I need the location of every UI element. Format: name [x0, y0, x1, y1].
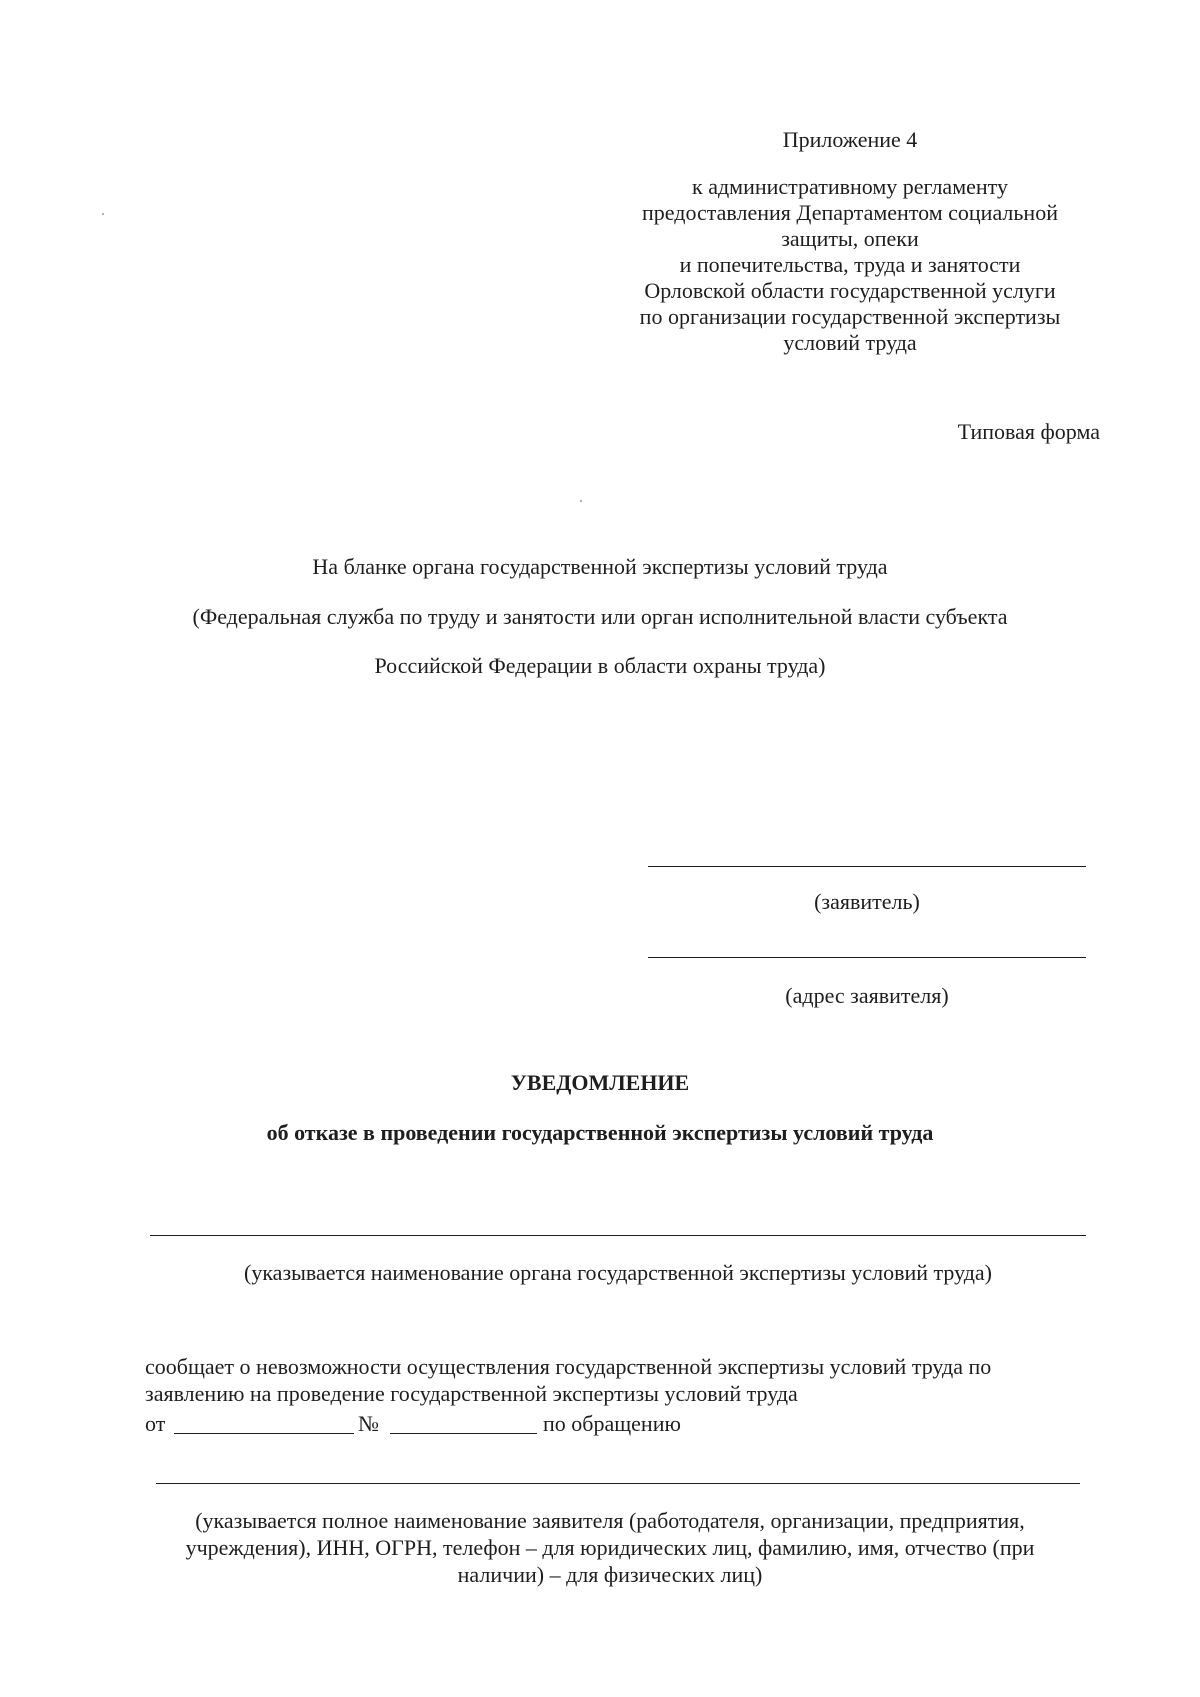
regulation-line: условий труда	[783, 330, 917, 355]
appendix-title: Приложение 4	[782, 127, 918, 152]
applicant-details-caption	[120, 1507, 1100, 1588]
applicant-blank-line	[648, 866, 1086, 867]
scan-speck	[102, 213, 104, 215]
applicant-caption: (заявитель)	[814, 889, 920, 914]
address-caption: (адрес заявителя)	[785, 983, 949, 1008]
regulation-line: Орловской области государственной услуги	[644, 278, 1056, 303]
address-blank-line	[648, 957, 1086, 958]
applicant-details-caption-line: (указывается полное наименование заявителя (работодателя, организации, предприятия,	[195, 1508, 1025, 1533]
applicant-details-blank-line	[156, 1483, 1080, 1484]
applicant-details-caption-line: учреждения), ИНН, ОГРН, телефон – для юридических лиц, фамилию, имя, отчество (при	[185, 1535, 1035, 1560]
date-blank-line	[174, 1433, 354, 1434]
request-label: по обращению	[543, 1411, 681, 1436]
regulation-line: по организации государственной экспертизы	[639, 304, 1061, 329]
letterhead-line: На бланке органа государственной экспертизы условий труда	[312, 554, 888, 579]
authority-caption: (указывается наименование органа государственной экспертизы условий труда)	[244, 1260, 992, 1285]
scan-speck	[580, 500, 582, 502]
notice-title: УВЕДОМЛЕНИЕ	[510, 1070, 690, 1095]
from-label: от	[145, 1411, 166, 1436]
notice-body-line: сообщает о невозможности осуществления государственной экспертизы условий труда по	[145, 1354, 992, 1379]
number-blank-line	[390, 1433, 537, 1434]
notice-subtitle: об отказе в проведении государственной экспертизы условий труда	[266, 1120, 934, 1145]
regulation-line: защиты, опеки	[781, 226, 919, 251]
applicant-details-caption-line: наличии) – для физических лиц)	[457, 1562, 763, 1587]
number-label: №	[358, 1411, 379, 1436]
letterhead-line: (Федеральная служба по труду и занятости или орган исполнительной власти субъекта	[192, 604, 1008, 629]
regulation-line: и попечительства, труда и занятости	[679, 252, 1021, 277]
authority-blank-line	[150, 1235, 1086, 1236]
form-type-label: Типовая форма	[957, 419, 1100, 444]
regulation-line: к административному регламенту	[692, 174, 1008, 199]
regulation-reference	[600, 174, 1100, 356]
notice-body-line: заявлению на проведение государственной экспертизы условий труда	[145, 1381, 798, 1406]
letterhead-line: Российской Федерации в области охраны труда)	[374, 653, 826, 678]
regulation-line: предоставления Департаментом социальной	[642, 200, 1058, 225]
